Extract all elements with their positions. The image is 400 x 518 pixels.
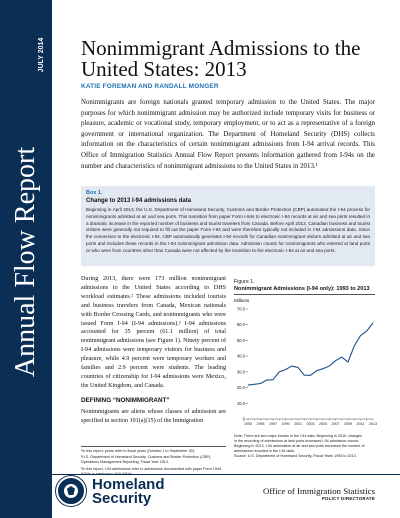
series-line bbox=[248, 323, 373, 385]
figure-note-line: in the recording of admissions at land ports increased I-94 admission counts. bbox=[234, 439, 360, 443]
figure-note-line: Note: There are two major breaks in the I-94 data. Beginning in 2010, changes bbox=[234, 434, 363, 438]
footnote: ³In this report, I-94 admissions refer to admissions documented with paper Form I-94/I- bbox=[81, 466, 223, 471]
brand-line-1: Homeland bbox=[92, 476, 165, 493]
figure-1 bbox=[234, 279, 375, 439]
x-tick-label: 1993 bbox=[244, 422, 252, 426]
x-tick-label: 1997 bbox=[269, 422, 277, 426]
sidebar-banner bbox=[0, 0, 52, 518]
intro-paragraph: Nonimmigrants are foreign nationals granted temporary admission to the United States. The major purposes for which nonimmigrant admission may be authorized include temporary visits for business or pleasure, academic or vocational study, temporary employment, or to act as a representative of a foreign government or international organization. The Department of Homeland Security (DHS) collects information on the characteristics of certain nonimmigrant admissions from I-94 arrival records. This Office of Immigration Statistics Annual Flow Report presents information gathered from I-94s on the number and characteristics of nonimmigrant admissions to the United States in 2013.¹ bbox=[81, 99, 375, 170]
data-point bbox=[248, 385, 249, 386]
x-tick-label: 2007 bbox=[331, 422, 340, 426]
data-point bbox=[373, 323, 374, 324]
data-point bbox=[260, 383, 261, 384]
data-point bbox=[360, 335, 361, 336]
data-point bbox=[323, 368, 324, 369]
figure-title: Nonimmigrant Admissions (I-94 only): 1993 to 2013 bbox=[234, 286, 370, 292]
box-text: Beginning in April 2013, the U.S. Department of Homeland Security, Customs and Border Protection (CBP) automated the I-94 process for nonimmigrants admitted at air and sea ports. This transition from paper Form I-94s to electronic I-94 records at air and sea ports resulted in a dramatic increase in the reported number of business and tourist travelers from Canada. Before April 2013, Canadian business and tourist visitors were generally not required to fill out the paper Form I-94 and were therefore typically not included in I-94 admissions data. Since the conversion to the electronic I-94, CBP automatically generates I-94 records for Canadian nonimmigrant visitors admitted at air and sea ports and includes these records in the I-94 nonimmigrant admission data. Admission counts for nonimmigrants who entered at land ports or who were from countries other than Canada were not affected by the transition to the electronic I-94 at air and sea ports. bbox=[86, 207, 370, 253]
y-tick-label: 50.0 bbox=[236, 337, 245, 343]
x-tick-label: 2005 bbox=[319, 422, 327, 426]
y-tick-label: 20.0 bbox=[236, 385, 245, 391]
body-paragraph: During 2013, there were 173 million nonimmigrant admissions to the United States according to DHS workload estimates.² These admissions included tourists and business travelers from Canada, Mexican nationals with Border Crossing Cards, and nonimmigrants who were issued Form I-94 (I-94 admissions).³ I-94 admissions accounted for 35 percent (61.1 million) of total nonimmigrant admissions (see Figure 1). Ninety percent of I-94 admissions were temporary visitors for business and pleasure, while 4.9 percent were temporary workers and families and 2.9 percent were students. The leading countries of citizenship for I-94 admissions were Mexico, the United Kingdom, and Canada. bbox=[81, 276, 226, 389]
homeland-security-wordmark bbox=[92, 478, 165, 506]
footnote: ²U.S. Department of Homeland Security, Customs and Border Protection (CBP), Operations Management Reporting, Fiscal Year 2013. bbox=[81, 455, 212, 465]
report-series-title: Annual Flow Report bbox=[10, 146, 41, 378]
figure-note bbox=[234, 434, 375, 459]
box-label: Box 1. bbox=[86, 190, 103, 196]
footer-divider bbox=[0, 474, 400, 475]
figure-source: Source: U.S. Department of Homeland Security, Fiscal Years 1993 to 2013. bbox=[234, 454, 357, 458]
x-tick-label: 2013 bbox=[369, 422, 377, 426]
figure-rule bbox=[234, 294, 375, 295]
directorate-name: POLICY DIRECTORATE bbox=[321, 496, 375, 501]
y-tick-label: 30.0 bbox=[236, 369, 245, 375]
data-point bbox=[329, 366, 330, 367]
data-point bbox=[273, 379, 274, 380]
box-heading: Change to 2013 I-94 admissions data bbox=[86, 198, 192, 204]
figure-note-line: admissions recorded in the I-94 data. bbox=[234, 449, 295, 453]
x-tick-label: 2009 bbox=[344, 422, 352, 426]
data-point bbox=[310, 375, 311, 376]
brand-line-2: Security bbox=[92, 490, 152, 507]
y-axis-unit: Millions bbox=[234, 297, 250, 303]
y-tick-label: 70.0 bbox=[236, 306, 245, 312]
data-point bbox=[348, 362, 349, 363]
y-tick-label: 10.0 bbox=[236, 400, 245, 406]
section-heading: DEFINING “NONIMMIGRANT” bbox=[81, 396, 170, 404]
data-point bbox=[335, 360, 336, 361]
figure-note-line: Beginning in 2013, I-94 automation at air and sea ports increased the number of bbox=[234, 444, 365, 448]
authors: KATIE FOREMAN AND RANDALL MONGER bbox=[81, 83, 219, 90]
y-tick-label: 60.0 bbox=[236, 322, 245, 328]
report-date: JULY 2014 bbox=[38, 37, 45, 73]
data-point bbox=[341, 357, 342, 358]
data-point bbox=[298, 367, 299, 368]
footnote: ¹In this report, years refer to fiscal years (October 1 to September 30). bbox=[81, 449, 195, 453]
info-box bbox=[81, 186, 375, 266]
x-tick-label: 1999 bbox=[281, 422, 290, 426]
y-tick-label: 40.0 bbox=[236, 353, 245, 359]
data-point bbox=[285, 369, 286, 370]
office-block bbox=[263, 486, 375, 501]
y-tick-label: 0 bbox=[242, 416, 245, 422]
x-tick-label: 1995 bbox=[256, 422, 265, 426]
data-point bbox=[279, 372, 280, 373]
section-paragraph: Nonimmigrants are aliens whose classes of admission are specified in section 101(a)(15) of the Immigration bbox=[81, 408, 226, 424]
x-tick-label: 2011 bbox=[356, 422, 365, 426]
data-point bbox=[316, 370, 317, 371]
dhs-seal-logo bbox=[56, 476, 86, 506]
data-point bbox=[366, 331, 367, 332]
x-tick-label: 2003 bbox=[306, 422, 315, 426]
line-chart bbox=[234, 301, 375, 437]
data-point bbox=[291, 366, 292, 367]
data-point bbox=[354, 346, 355, 347]
left-column bbox=[81, 275, 226, 426]
figure-label: Figure 1. bbox=[234, 279, 255, 285]
x-tick-label: 2001 bbox=[294, 422, 302, 426]
data-point bbox=[304, 375, 305, 376]
office-name: Office of Immigration Statistics bbox=[263, 486, 375, 496]
data-point bbox=[266, 380, 267, 381]
page-title: Nonimmigrant Admissions to the United States: 2013 bbox=[81, 36, 361, 81]
data-point bbox=[254, 384, 255, 385]
